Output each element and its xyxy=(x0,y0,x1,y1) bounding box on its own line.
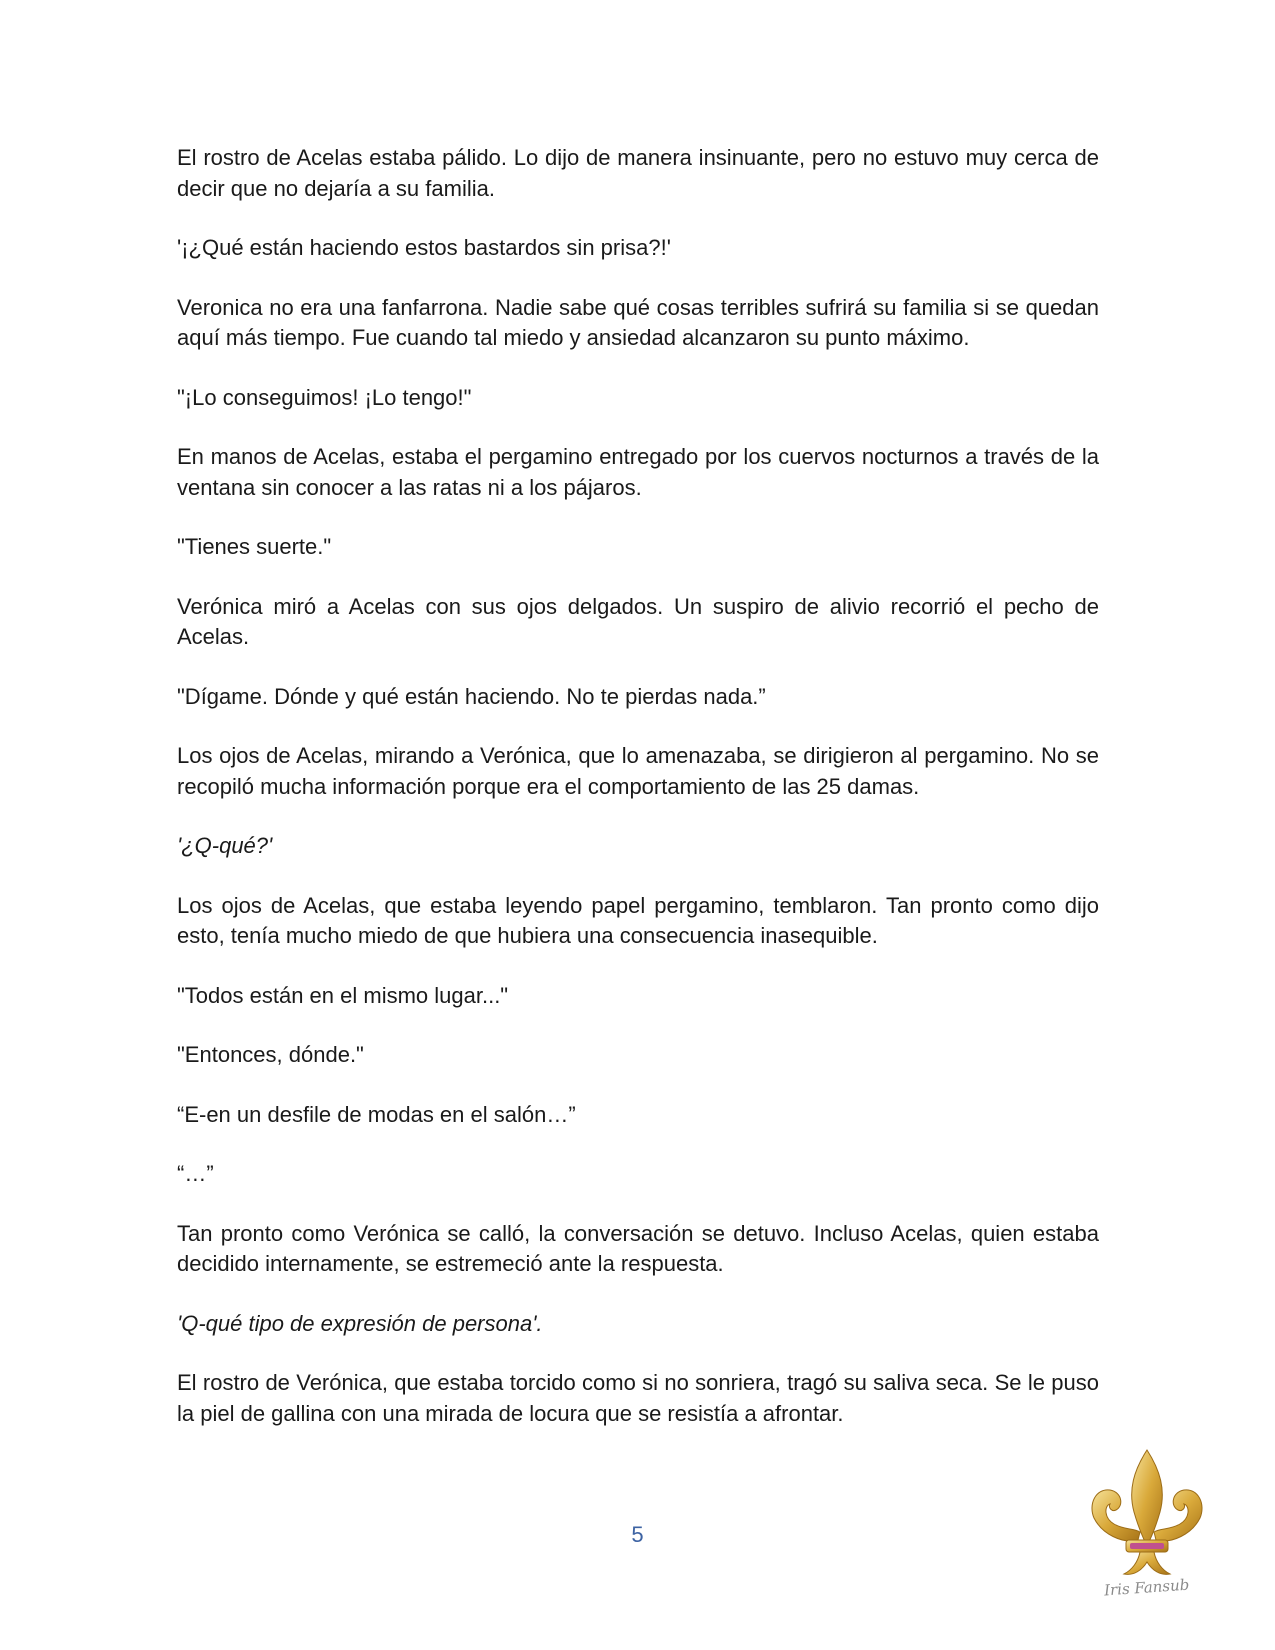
paragraph: Los ojos de Acelas, que estaba leyendo papel pergamino, temblaron. Tan pronto como dijo esto, tenía mucho miedo de que hubiera una consecuencia inasequible. xyxy=(177,892,1099,948)
paragraph: "Todos están en el mismo lugar..." xyxy=(177,982,509,1008)
document-body xyxy=(177,143,1099,1458)
page-number: 5 xyxy=(631,1522,644,1547)
logo-signature: Iris Fansub xyxy=(1103,1575,1190,1600)
paragraph: "¡Lo conseguimos! ¡Lo tengo!" xyxy=(177,384,472,410)
paragraph: Los ojos de Acelas, mirando a Verónica, que lo amenazaba, se dirigieron al pergamino. No se recopiló mucha información porque era el comportamiento de las 25 damas. xyxy=(177,743,1099,799)
paragraph: Verónica miró a Acelas con sus ojos delgados. Un suspiro de alivio recorrió el pecho de Acelas. xyxy=(177,593,1099,649)
paragraph: "Dígame. Dónde y qué están haciendo. No te pierdas nada.” xyxy=(177,683,766,709)
paragraph: El rostro de Verónica, que estaba torcido como si no sonriera, tragó su saliva seca. Se le puso la piel de gallina con una mirada de locura que se resistía a afrontar. xyxy=(177,1370,1099,1426)
paragraph: Tan pronto como Verónica se calló, la conversación se detuvo. Incluso Acelas, quien estaba decidido internamente, se estremeció ante la respuesta. xyxy=(177,1220,1099,1276)
paragraph: Veronica no era una fanfarrona. Nadie sabe qué cosas terribles sufrirá su familia si se quedan aquí más tiempo. Fue cuando tal miedo y ansiedad alcanzaron su punto máximo. xyxy=(177,294,1099,350)
paragraph: En manos de Acelas, estaba el pergamino entregado por los cuervos nocturnos a través de la ventana sin conocer a las ratas ni a los pájaros. xyxy=(177,444,1099,500)
fansub-logo xyxy=(1082,1448,1212,1618)
paragraph: '¿Q-qué?' xyxy=(177,833,273,858)
paragraph: “E-en un desfile de modas en el salón…” xyxy=(177,1101,576,1127)
paragraph: “…” xyxy=(177,1161,214,1186)
paragraph: "Entonces, dónde." xyxy=(177,1042,364,1067)
paragraph: 'Q-qué tipo de expresión de persona'. xyxy=(177,1310,543,1336)
paragraph: "Tienes suerte." xyxy=(177,534,332,559)
paragraph: El rostro de Acelas estaba pálido. Lo dijo de manera insinuante, pero no estuvo muy cerca de decir que no dejaría a su familia. xyxy=(177,145,1099,201)
paragraph: '¡¿Qué están haciendo estos bastardos sin prisa?!' xyxy=(177,235,671,260)
